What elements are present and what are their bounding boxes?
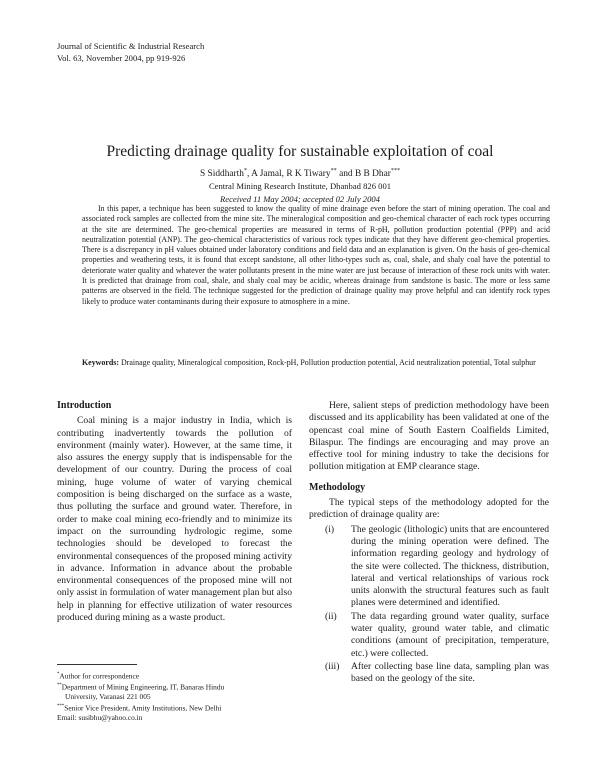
keywords-text: Drainage quality, Mineralogical composition, Rock-pH, Pollution production potential, Acid neutralization potential, Total sulphur	[121, 358, 536, 367]
abstract: In this paper, a technique has been suggested to know the quality of mine drainage even before the start of mining operation. The coal and associated rock samples are collected from the mine site. The mineralogical composition and geo-chemical character of each rock types occurring at the site are determined. The geo-chemical properties are measured in terms of R-pH, pollution production potential (PPP) and acid neutralization potential (ANP). The geo-chemical characteristics of various rock types indicate that they have different geo-chemical properties. There is a discrepancy in pH values obtained under laboratory conditions and field data and an explanation is given. On the basis of geo-chemical properties and weathering tests, it is found that except sandstone, all other litho-types such as, coal, shale, and shaly coal have the potential to deteriorate water quality and whatever the water pollutants present in the mine water are just because of interaction of these rock units with water. It is predicted that drainage from coal, shale, and shaly coal may be acidic, whereas drainage from sandstone is basic. The more or less same patterns are observed in the field. The technique suggested for the prediction of drainage quality may prove helpful and can identify rock types likely to produce water contaminants during their exposure to atmosphere in a mine.	[82, 204, 550, 306]
affiliation: Central Mining Research Institute, Dhanbad 826 001	[208, 181, 392, 191]
step-number: (iii)	[325, 660, 340, 672]
author-3-mark: ***	[390, 168, 401, 174]
keywords	[82, 358, 550, 368]
introduction-text: Coal mining is a major industry in India, which is contributing inadvertently towards the pollution of environment (mainly water). However, at the same time, it also assures the energy supply that is indispensable for the development of our country. During the process of coal mining, huge volume of water of varying chemical composition is being discharged on the surface as a waste, thus polluting the surface and ground water. Therefore, in order to make coal mining eco-friendly and to minimize its impact on the surrounding hydrologic regime, some technologies should be developed to forecast the environmental consequences of the proposed mining activity in advance. Information in advance about the probable environmental consequences of the proposed mine will not only assist in formulation of water management plan but also help in planning for effective utilization of water resources produced during mining as a waste product.	[57, 415, 292, 624]
footnote	[57, 702, 297, 713]
introduction-heading: Introduction	[57, 400, 112, 411]
footnote-mark: **	[57, 683, 62, 689]
paper-title: Predicting drainage quality for sustainable exploitation of coal	[106, 143, 494, 160]
author-1-mark: *	[243, 168, 248, 174]
author-2: , A Jamal, R K Tiwary	[247, 169, 331, 180]
author-2-mark: **	[330, 168, 337, 174]
journal-volume: Vol. 63, November 2004, pp 919-926	[57, 53, 186, 63]
methodology-intro: The typical steps of the methodology adopted for the prediction of drainage quality are:	[309, 497, 549, 521]
footnote-continuation: University, Varanasi 221 005	[65, 692, 151, 702]
footnote-mark: *	[57, 672, 60, 677]
footnote-mark: ***	[57, 703, 65, 709]
list-item	[309, 661, 549, 686]
keywords-label: Keywords:	[82, 358, 120, 367]
step-number: (i)	[325, 523, 335, 535]
footnote-divider	[57, 664, 137, 665]
footnote	[57, 670, 297, 681]
methodology-steps	[309, 524, 549, 686]
step-number: (ii)	[325, 610, 337, 622]
footnote-text: Senior Vice President, Amity Institutions, New Delhi	[64, 703, 222, 713]
list-item	[309, 611, 549, 660]
list-item	[309, 524, 549, 610]
footnotes	[57, 670, 297, 722]
intro-continuation: Here, salient steps of prediction methodology have been discussed and its applicability has been validated at one of the opencast coal mine of South Eastern Coalfields Limited, Bilaspur. The findings are encouraging and may prove an effective tool for mining industry to take the decisions for pollution mitigation at EMP clearance stage.	[309, 400, 549, 473]
author-list	[0, 168, 600, 179]
right-column	[309, 400, 549, 687]
left-column	[57, 400, 292, 624]
footnote-email: Email: susibhu@yahoo.co.in	[57, 712, 143, 722]
author-1: S Siddharth	[199, 169, 244, 180]
footnote-text: Author for correspondence	[59, 671, 140, 681]
journal-header	[57, 40, 204, 64]
step-text: The data regarding ground water quality, surface water quality, ground water table, and climatic conditions (amount of precipitation, temperature, etc.) were collected.	[351, 610, 549, 659]
author-3: and B B Dhar	[336, 169, 391, 180]
footnote-text: Department of Mining Engineering, IT, Banaras Hindu	[61, 682, 225, 692]
journal-name: Journal of Scientific & Industrial Research	[57, 41, 205, 51]
footnote	[57, 681, 297, 692]
step-text: The geologic (lithologic) units that are encountered during the mining operation were defined. The information regarding geology and hydrology of the site were collected. The thickness, distribution, lateral and vertical relationships of various rock units alonwith the structural features such as fault planes were determined and identified.	[351, 523, 549, 609]
step-text: After collecting base line data, sampling plan was based on the geology of the site.	[351, 660, 549, 685]
received-dates: Received 11 May 2004; accepted 02 July 2004	[220, 194, 380, 204]
methodology-heading: Methodology	[309, 481, 366, 493]
